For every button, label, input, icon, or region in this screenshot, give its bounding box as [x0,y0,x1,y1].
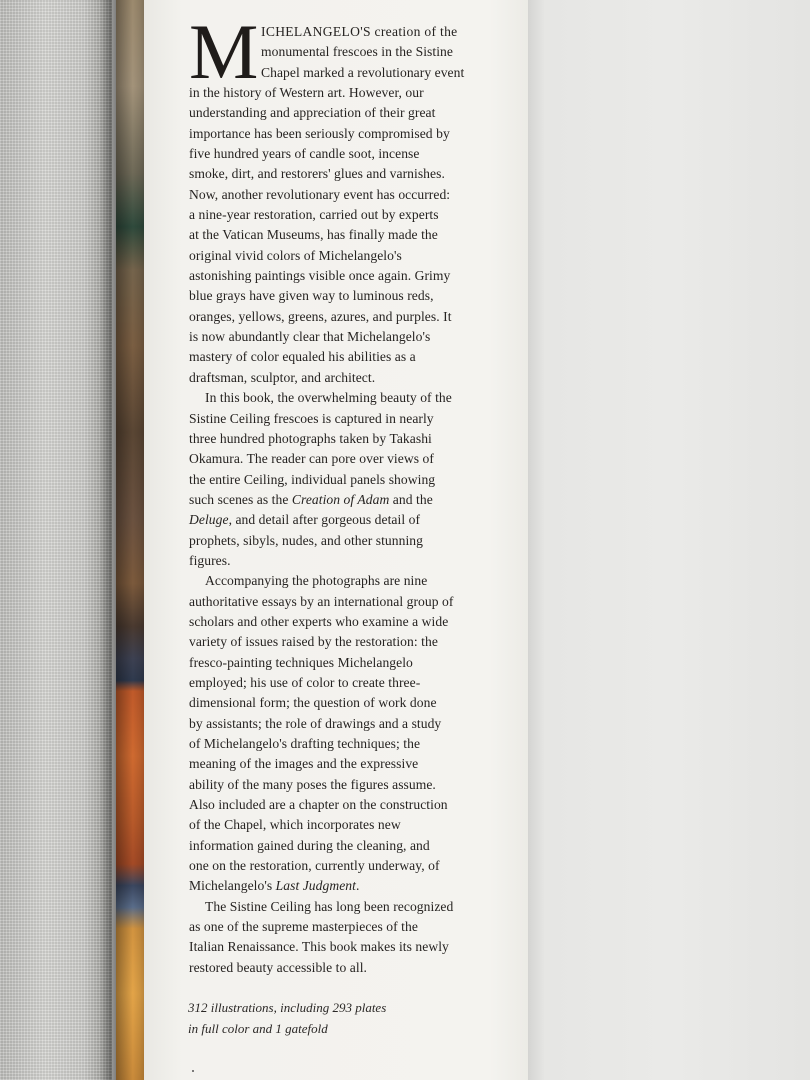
text-fragment: such scenes as the [189,491,292,507]
text-line: blue grays have given way to luminous reds, [189,288,434,304]
text-line: restored beauty accessible to all. [189,959,367,975]
paragraph-2 [189,388,489,571]
text-line: ability of the many poses the figures assume. [189,776,436,792]
caption-line: in full color and 1 gatefold [188,1021,328,1036]
white-surface [528,0,810,1080]
text-line: one on the restoration, currently underway, of [189,858,440,874]
text-line: figures. [189,552,231,568]
text-line: understanding and appreciation of their great [189,105,436,121]
text-line [189,510,489,530]
text-line: Sistine Ceiling frescoes is captured in nearly [189,410,434,426]
linen-fabric-background [0,0,112,1080]
paragraph-1 [189,83,489,388]
text-line: draftsman, sculptor, and architect. [189,369,376,385]
text-line: prophets, sibyls, nudes, and other stunning [189,532,423,548]
text-line: Italian Renaissance. This book makes its newly [189,939,449,955]
text-line: Accompanying the photographs are nine [205,573,428,589]
text-line: is now abundantly clear that Michelangelo's [189,329,431,345]
text-line: a nine-year restoration, carried out by experts [189,207,439,223]
text-line: information gained during the cleaning, and [189,837,430,853]
caption-line: 312 illustrations, including 293 plates [188,1000,387,1015]
text-line: oranges, yellows, greens, azures, and purples. It [189,308,452,324]
text-line: of Michelangelo's drafting techniques; the [189,736,421,751]
text-line: The Sistine Ceiling has long been recognized [205,898,454,914]
text-fragment: , and detail after gorgeous detail of [228,512,421,528]
text-line: astonishing paintings visible once again. Grimy [189,268,451,284]
book-cover-edge [116,0,144,1080]
text-line [189,876,489,896]
drop-line-3: Chapel marked a revolutionary event [261,64,465,80]
flap-text [189,8,489,978]
text-line: three hundred photographs taken by Takashi [189,430,432,446]
text-line: five hundred years of candle soot, incense [189,146,420,162]
text-line: in the history of Western art. However, our [189,85,424,100]
text-line: at the Vatican Museums, has finally made the [189,227,438,243]
text-line: In this book, the overwhelming beauty of the [205,390,452,406]
text-line: Now, another revolutionary event has occurred: [189,186,451,202]
text-line: variety of issues raised by the restoration: the [189,634,438,650]
text-line: importance has been seriously compromised by [189,125,450,141]
text-line: the entire Ceiling, individual panels showing [189,471,436,487]
paragraph-3 [189,571,489,897]
text-line: authoritative essays by an international group of [189,593,454,609]
drop-cap: M [189,8,259,95]
text-line: mastery of color equaled his abilities as a [189,349,416,365]
text-line: Okamura. The reader can pore over views of [189,451,434,467]
text-line: dimensional form; the question of work done [189,695,437,711]
illustrations-caption [188,997,488,1039]
text-line: by assistants; the role of drawings and a study [189,715,442,731]
text-line: meaning of the images and the expressive [189,756,419,772]
text-line: as one of the supreme masterpieces of the [189,919,418,935]
text-line: smoke, dirt, and restorers' glues and varnishes. [189,166,445,182]
text-line: original vivid colors of Michelangelo's [189,247,402,263]
paragraph-4 [189,897,489,978]
artwork-title-last-judgment: Last Judgment [275,878,356,894]
text-line: of the Chapel, which incorporates new [189,817,401,833]
text-line: employed; his use of color to create three- [189,674,421,690]
drop-line-1: ICHELANGELO'S creation of the [261,24,458,39]
text-line: fresco-painting techniques Michelangelo [189,654,413,670]
text-line: scholars and other experts who examine a wide [189,613,449,629]
drop-line-2: monumental frescoes in the Sistine [261,44,453,60]
text-fragment: . [355,878,360,894]
artwork-title-creation-of-adam: Creation of Adam [291,491,390,507]
text-fragment: and the [389,491,433,507]
text-line: Also included are a chapter on the construction [189,797,448,813]
text-fragment: Michelangelo's [189,878,276,894]
text-line [189,490,489,510]
paper-speck [192,1070,194,1072]
artwork-title-deluge: Deluge [189,512,229,528]
